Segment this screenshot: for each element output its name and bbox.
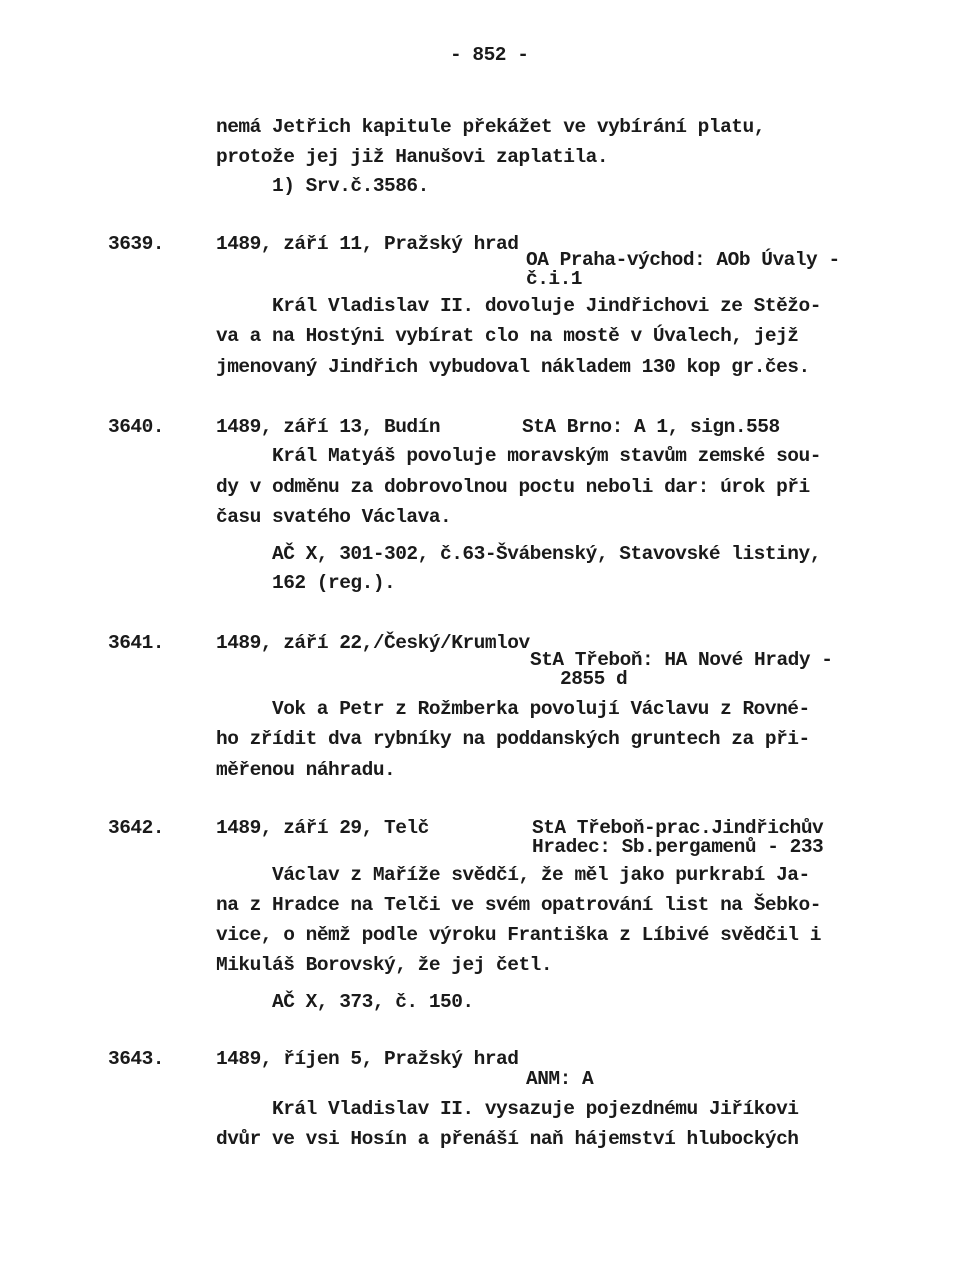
entry-text-line: ho zřídit dva rybníky na poddanských gruntech za při- [216,728,810,750]
entry-source: 2855 d [560,668,628,690]
page-number: - 852 - [450,44,529,66]
entry-number: 3643. [108,1048,165,1070]
entry-text-line: vice, o němž podle výroku Františka z Líbivé svědčil i [216,924,821,946]
entry-literature: AČ X, 301-302, č.63-Švábenský, Stavovské listiny, [272,543,821,565]
entry-text-line: Vok a Petr z Rožmberka povolují Václavu z Rovné- [272,698,810,720]
entry-number: 3641. [108,632,165,654]
entry-number: 3640. [108,416,165,438]
entry-source: OA Praha-východ: AOb Úvaly - [526,249,840,271]
entry-date-place: 1489, září 29, Telč [216,817,429,839]
entry-text-line: Král Vladislav II. vysazuje pojezdnému Jiříkovi [272,1098,799,1120]
entry-text-line: dvůr ve vsi Hosín a přenáší naň hájemství hlubockých [216,1128,799,1150]
entry-source: č.i.1 [526,268,583,290]
entry-text-line: Václav z Maříže svědčí, že měl jako purkrabí Ja- [272,864,810,886]
entry-number: 3639. [108,233,165,255]
entry-text-line: na z Hradce na Telči ve svém opatrování list na Šebko- [216,894,821,916]
entry-date-place: 1489, září 13, Budín [216,416,441,438]
entry-number: 3642. [108,817,165,839]
entry-text-line: dy v odměnu za dobrovolnou poctu neboli dar: úrok při [216,476,810,498]
entry-date-place: 1489, září 11, Pražský hrad [216,233,519,255]
entry-text-line: va a na Hostýni vybírat clo na mostě v Úvalech, jejž [216,325,799,347]
entry-source: StA Třeboň: HA Nové Hrady - [530,649,833,671]
entry-source: ANM: A [526,1068,594,1090]
entry-text-line: Mikuláš Borovský, že jej četl. [216,954,553,976]
entry-date-place: 1489, říjen 5, Pražský hrad [216,1048,519,1070]
entry-source: StA Třeboň-prac.Jindřichův [532,817,824,839]
intro-line: nemá Jetřich kapitule překážet ve vybírání platu, [216,116,765,138]
entry-text-line: Král Vladislav II. dovoluje Jindřichovi ze Stěžo- [272,295,821,317]
footnote: 1) Srv.č.3586. [272,175,429,197]
entry-text-line: měřenou náhradu. [216,759,396,781]
entry-source: StA Brno: A 1, sign.558 [522,416,780,438]
entry-literature: AČ X, 373, č. 150. [272,991,474,1013]
intro-line: protože jej již Hanušovi zaplatila. [216,146,609,168]
entry-text-line: času svatého Václava. [216,506,452,528]
entry-text-line: Král Matyáš povoluje moravským stavům zemské sou- [272,445,821,467]
entry-source: Hradec: Sb.pergamenů - 233 [532,836,824,858]
entry-literature: 162 (reg.). [272,572,396,594]
entry-text-line: jmenovaný Jindřich vybudoval nákladem 130 kop gr.čes. [216,356,810,378]
entry-date-place: 1489, září 22,/Český/Krumlov [216,632,530,654]
